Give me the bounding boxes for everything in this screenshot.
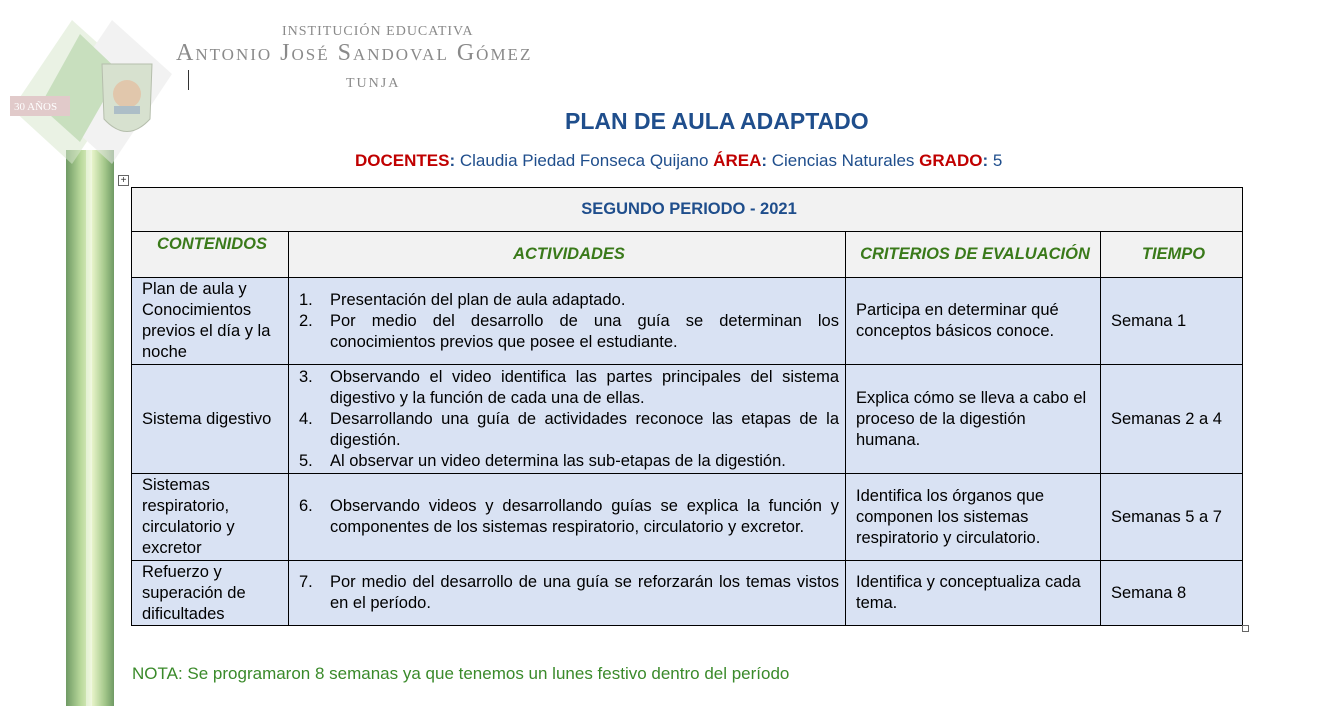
plan-table: [131, 187, 1243, 626]
institution-name: Antonio José Sandoval Gómez: [176, 40, 533, 66]
institution-city: TUNJA: [346, 76, 401, 91]
area-value: Ciencias Naturales: [771, 151, 915, 170]
header-tiempo: TIEMPO: [1101, 232, 1243, 278]
tiempo-cell: Semanas 5 a 7: [1101, 474, 1243, 561]
header-actividades: ACTIVIDADES: [289, 232, 846, 278]
criterio-cell: Participa en determinar qué conceptos básicos conoce.: [846, 278, 1101, 365]
header-criterios: CRITERIOS DE EVALUACIÓN: [846, 232, 1101, 278]
docentes-label: DOCENTES: [355, 151, 450, 170]
teacher-info-line: DOCENTES: Claudia Piedad Fonseca Quijano ÁREA: Ciencias Naturales GRADO: 5: [355, 151, 1003, 170]
page-title: PLAN DE AULA ADAPTADO: [565, 108, 869, 134]
decorative-side-band: [66, 150, 114, 706]
table-move-handle[interactable]: +: [118, 175, 129, 186]
tiempo-cell: Semana 8: [1101, 561, 1243, 626]
area-label: ÁREA: [713, 151, 762, 170]
period-row: [132, 188, 1243, 232]
criterio-cell: Explica cómo se lleva a cabo el proceso de la digestión humana.: [846, 365, 1101, 474]
contenido-cell: Plan de aula y Conocimientos previos el día y la noche: [132, 278, 289, 365]
text-cursor: [188, 70, 189, 90]
school-logo: [2, 14, 182, 184]
criterio-cell: Identifica los órganos que componen los sistemas respiratorio y circulatorio.: [846, 474, 1101, 561]
table-row: [132, 278, 1243, 365]
logo-badge-text: 30 AÑOS: [14, 101, 58, 113]
tiempo-cell: Semana 1: [1101, 278, 1243, 365]
tiempo-cell: Semanas 2 a 4: [1101, 365, 1243, 474]
grado-label: GRADO: [919, 151, 983, 170]
header-row: [132, 232, 1243, 278]
table-row: [132, 561, 1243, 626]
grado-value: 5: [992, 151, 1003, 170]
table-row: [132, 365, 1243, 474]
activity-item: 6. Observando videos y desarrollando guías se explica la función y componentes de los sistemas respiratorio, circulatorio y excretor.: [299, 497, 839, 536]
period-title: SEGUNDO PERIODO - 2021: [132, 188, 1243, 232]
actividades-cell: [289, 278, 846, 365]
footnote: NOTA: Se programaron 8 semanas ya que tenemos un lunes festivo dentro del período: [132, 664, 790, 683]
table-resize-handle[interactable]: [1242, 625, 1249, 632]
contenido-cell: Refuerzo y superación de dificultades: [132, 561, 289, 626]
activity-item: 4. Desarrollando una guía de actividades reconoce las etapas de la digestión.: [299, 409, 839, 449]
institution-prefix: INSTITUCIÓN EDUCATIVA: [282, 24, 474, 39]
header-contenidos: CONTENIDOS: [132, 232, 289, 278]
criterio-cell: Identifica y conceptualiza cada tema.: [846, 561, 1101, 626]
activity-item: 1. Presentación del plan de aula adaptado.: [299, 290, 626, 309]
actividades-cell: [289, 365, 846, 474]
activity-item: 3. Observando el video identifica las partes principales del sistema digestivo y la función de cada una de ellas.: [299, 367, 839, 407]
activity-item: 2. Por medio del desarrollo de una guía se determinan los conocimientos previos que posee el estudiante.: [299, 311, 839, 351]
actividades-cell: [289, 474, 846, 561]
activity-item: 5. Al observar un video determina las sub-etapas de la digestión.: [299, 451, 786, 470]
contenido-cell: Sistema digestivo: [132, 365, 289, 474]
table-row: [132, 474, 1243, 561]
docentes-value: Claudia Piedad Fonseca Quijano: [459, 151, 709, 170]
activity-item: 7. Por medio del desarrollo de una guía se reforzarán los temas vistos en el período.: [299, 573, 839, 612]
actividades-cell: [289, 561, 846, 626]
contenido-cell: Sistemas respiratorio, circulatorio y excretor: [132, 474, 289, 561]
